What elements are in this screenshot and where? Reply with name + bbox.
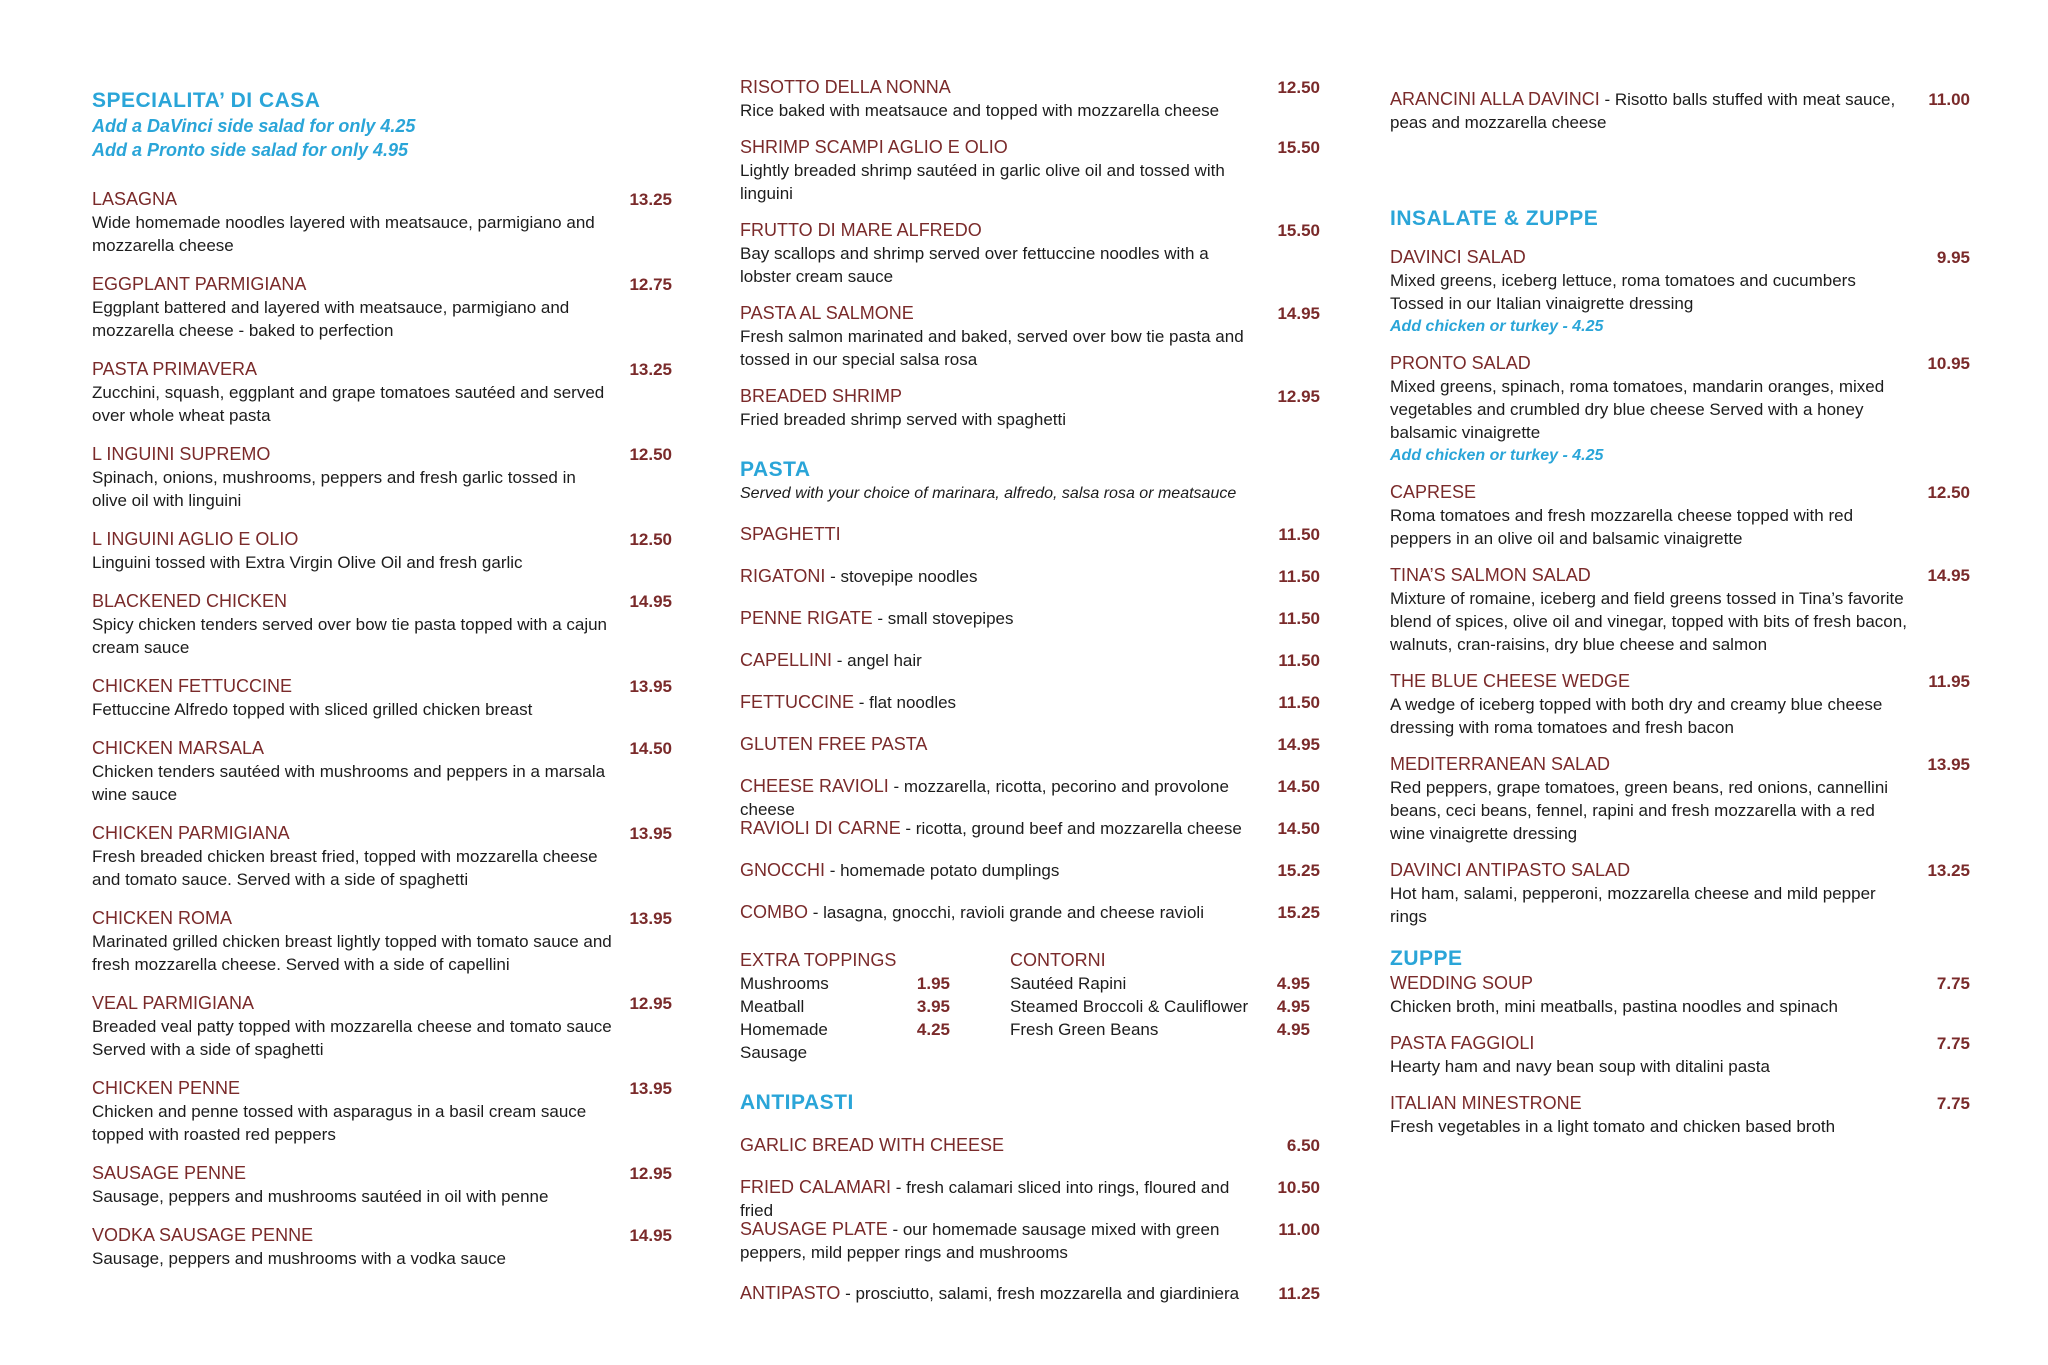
item-price: 11.25 [1278,1284,1320,1303]
item-name: CHICKEN ROMA [92,908,233,928]
contorni [1010,949,1310,1064]
menu-item [92,822,672,891]
menu-item [1390,753,1970,845]
section-title-specialita: SPECIALITA’ DI CASA [92,89,321,112]
item-desc: Lightly breaded shrimp sautéed in garlic olive oil and tossed with linguini [740,161,1225,203]
menu-item [740,1282,1320,1324]
item-price: 15.50 [1277,221,1320,240]
item-price: 7.75 [1936,974,1970,993]
item-price: 12.95 [629,1164,672,1183]
item-name: PRONTO SALAD [1390,353,1531,373]
item-name: L INGUINI SUPREMO [92,444,271,464]
item-price: 11.00 [1278,1220,1320,1239]
menu-item [92,590,672,659]
item-name: ANTIPASTO [740,1283,841,1303]
item-price: 14.95 [629,592,672,611]
item-price: 12.75 [629,275,672,294]
topping-price: 4.95 [1276,974,1310,993]
item-name: GARLIC BREAD WITH CHEESE [740,1135,1005,1155]
item-desc: Wide homemade noodles layered with meatsauce, parmigiano and mozzarella cheese [92,213,595,255]
item-price: 14.50 [1277,819,1320,838]
menu-item [740,523,1320,565]
section-title-zuppe: ZUPPE [1390,947,1463,970]
item-price: 14.95 [1277,304,1320,323]
topping-name: Steamed Broccoli & Cauliflower [1010,997,1249,1016]
item-desc: Chicken tenders sautéed with mushrooms and peppers in a marsala wine sauce [92,762,606,804]
section-title-antipasti: ANTIPASTI [740,1091,854,1114]
item-price: 11.50 [1278,651,1320,670]
item-name: EGGPLANT PARMIGIANA [92,274,307,294]
item-price: 12.95 [629,994,672,1013]
toppings-block [740,949,1320,1064]
contorni-title: CONTORNI [1010,950,1106,970]
pasta-subtitle: Served with your choice of marinara, alfredo, salsa rosa or meatsauce [740,485,1237,502]
item-text [740,1218,1320,1264]
item-price: 13.25 [629,190,672,209]
topping-price: 4.25 [916,1020,950,1039]
item-name: PASTA AL SALMONE [740,303,914,323]
item-name: FRIED CALAMARI [740,1177,892,1197]
item-price: 12.95 [1277,387,1320,406]
item-price: 11.50 [1278,609,1320,628]
item-price: 14.95 [1927,566,1970,585]
item-price: 7.75 [1936,1034,1970,1053]
topping-row [740,972,950,995]
menu-item [92,675,672,721]
item-price: 11.50 [1278,567,1320,586]
item-price: 11.00 [1928,90,1970,109]
item-name: CAPELLINI [740,650,833,670]
topping-row [740,995,950,1018]
item-price: 14.50 [1277,777,1320,796]
menu-item [1390,246,1970,338]
menu-item [740,1176,1320,1218]
topping-name: Meatball [740,997,805,1016]
item-price: 13.95 [629,909,672,928]
menu-item [740,859,1320,901]
menu-item [92,273,672,342]
menu-item [1390,352,1970,467]
topping-name: Homemade Sausage [740,1020,828,1062]
menu-item [740,76,1320,122]
menu-item-arancini [1390,88,1970,134]
item-desc: Marinated grilled chicken breast lightly topped with tomato sauce and fresh mozzarella cheese. Served with a side of capellini [92,932,612,974]
item-name: RAVIOLI DI CARNE [740,818,901,838]
menu-item [92,737,672,806]
topping-price: 1.95 [916,974,950,993]
item-desc: - fresh calamari sliced into rings, floured and fried [740,1178,1230,1220]
menu-item [740,1134,1320,1176]
item-desc: - Risotto balls stuffed with meat sauce, peas and mozzarella cheese [1390,90,1896,132]
item-name: CHICKEN FETTUCCINE [92,676,293,696]
section-title-pasta: PASTA [740,458,811,481]
item-name: RISOTTO DELLA NONNA [740,77,951,97]
item-name: SPAGHETTI [740,524,841,544]
menu-item [740,775,1320,817]
topping-name: Mushrooms [740,974,829,993]
item-price: 13.25 [629,360,672,379]
item-name: COMBO [740,902,809,922]
item-desc: - mozzarella, ricotta, pecorino and provolone cheese [740,777,1229,819]
item-desc: - our homemade sausage mixed with green peppers, mild pepper rings and mushrooms [740,1220,1220,1262]
column-pasta [740,77,1320,1324]
item-price: 14.95 [629,1226,672,1245]
item-name: SAUSAGE PLATE [740,1219,888,1239]
zuppe-list [1390,972,1970,1138]
menu-item [740,136,1320,205]
item-desc: Rice baked with meatsauce and topped with mozzarella cheese [740,101,1220,120]
item-addon-note: Add chicken or turkey - 4.25 [1390,447,1604,464]
item-desc: Linguini tossed with Extra Virgin Olive Oil and fresh garlic [92,553,523,572]
item-text [740,523,1320,546]
menu-item [1390,859,1970,928]
item-desc: Breaded veal patty topped with mozzarella cheese and tomato sauce Served with a side of spaghetti [92,1017,612,1059]
item-desc: Fried breaded shrimp served with spaghetti [740,410,1066,429]
item-text [740,901,1320,924]
item-price: 13.95 [1927,755,1970,774]
item-name: L INGUINI AGLIO E OLIO [92,529,299,549]
item-name: PASTA PRIMAVERA [92,359,258,379]
column-specialita [92,88,672,1270]
menu-item [1390,1032,1970,1078]
extra-toppings [740,949,950,1064]
item-desc: - angel hair [832,651,922,670]
item-price: 13.25 [1927,861,1970,880]
item-price: 15.25 [1277,903,1320,922]
item-price: 11.50 [1278,525,1320,544]
item-name: DAVINCI SALAD [1390,247,1526,267]
item-price: 6.50 [1286,1136,1320,1155]
menu-item [740,733,1320,775]
item-price: 14.50 [629,739,672,758]
menu-item [740,565,1320,607]
column-insalate [1390,88,1970,1138]
item-name: CHEESE RAVIOLI [740,776,889,796]
topping-row [1010,995,1310,1018]
item-desc: - ricotta, ground beef and mozzarella cheese [900,819,1242,838]
item-text [740,607,1320,630]
item-name: MEDITERRANEAN SALAD [1390,754,1611,774]
item-price: 13.95 [629,824,672,843]
item-price: 7.75 [1936,1094,1970,1113]
menu-item [740,691,1320,733]
item-name: PENNE RIGATE [740,608,873,628]
item-text [740,649,1320,672]
menu-item [740,649,1320,691]
item-name: VODKA SAUSAGE PENNE [92,1225,314,1245]
item-desc: - lasagna, gnocchi, ravioli grande and cheese ravioli [808,903,1204,922]
item-name: FRUTTO DI MARE ALFREDO [740,220,982,240]
menu-item [92,992,672,1061]
menu-item [92,188,672,257]
menu-item [740,817,1320,859]
item-name: FETTUCCINE [740,692,854,712]
item-desc: Chicken broth, mini meatballs, pastina noodles and spinach [1390,997,1838,1016]
item-name: RIGATONI [740,566,826,586]
item-desc: Sausage, peppers and mushrooms sautéed in oil with penne [92,1187,549,1206]
item-price: 12.50 [1927,483,1970,502]
item-desc: Mixed greens, iceberg lettuce, roma tomatoes and cucumbers Tossed in our Italian vinaigrette dressing [1390,271,1856,313]
menu-item [740,219,1320,288]
item-price: 11.95 [1928,672,1970,691]
item-desc: Roma tomatoes and fresh mozzarella cheese topped with red peppers in an olive oil and balsamic vinaigrette [1390,506,1854,548]
item-name: BLACKENED CHICKEN [92,591,288,611]
item-text [740,817,1320,840]
menu-item [92,443,672,512]
menu-item [740,385,1320,431]
topping-name: Sautéed Rapini [1010,974,1127,993]
menu-item [1390,670,1970,739]
specialita-list [92,188,672,1270]
menu-item [1390,481,1970,550]
item-price: 10.95 [1927,354,1970,373]
item-desc: - homemade potato dumplings [825,861,1060,880]
antipasti-list [740,1134,1320,1324]
item-desc: Fresh salmon marinated and baked, served over bow tie pasta and tossed in our special salsa rosa [740,327,1244,369]
item-name: LASAGNA [92,189,178,209]
item-desc: Fresh vegetables in a light tomato and chicken based broth [1390,1117,1836,1136]
topping-price: 4.95 [1276,997,1310,1016]
item-desc: Red peppers, grape tomatoes, green beans, red onions, cannellini beans, ceci beans, fennel, rapini and fresh mozzarella with a red wine vinaigrette dressing [1390,778,1889,843]
item-price: 12.50 [629,530,672,549]
item-desc: Chicken and penne tossed with asparagus in a basil cream sauce topped with roasted red peppers [92,1102,587,1144]
item-text [740,1176,1320,1222]
menu-item [740,1218,1320,1282]
specialita-list-continued [740,76,1320,431]
item-name: CHICKEN MARSALA [92,738,265,758]
item-name: GLUTEN FREE PASTA [740,734,928,754]
menu-item [740,607,1320,649]
item-desc: Mixture of romaine, iceberg and field greens tossed in Tina’s favorite blend of spices, olive oil and vinegar, topped with bits of fresh bacon, walnuts, cran-raisins, dry blue cheese and salmon [1390,589,1907,654]
item-name: DAVINCI ANTIPASTO SALAD [1390,860,1631,880]
item-text [740,775,1320,821]
item-price: 12.50 [629,445,672,464]
pasta-list [740,523,1320,943]
menu-item [1390,564,1970,656]
item-price: 13.95 [629,677,672,696]
menu-item [92,358,672,427]
item-text [740,733,1320,756]
item-name: BREADED SHRIMP [740,386,903,406]
item-desc: Eggplant battered and layered with meatsauce, parmigiano and mozzarella cheese - baked to perfection [92,298,570,340]
topping-name: Fresh Green Beans [1010,1020,1159,1039]
item-desc: Sausage, peppers and mushrooms with a vodka sauce [92,1249,506,1268]
side-salad-note-pronto: Add a Pronto side salad for only 4.95 [92,140,409,160]
side-salad-note-davinci: Add a DaVinci side salad for only 4.25 [92,116,416,136]
item-name: VEAL PARMIGIANA [92,993,255,1013]
topping-price: 4.95 [1276,1020,1310,1039]
item-price: 10.50 [1277,1178,1320,1197]
item-name: CHICKEN PARMIGIANA [92,823,290,843]
item-price: 15.50 [1277,138,1320,157]
item-name: TINA’S SALMON SALAD [1390,565,1591,585]
item-desc: - stovepipe noodles [825,567,978,586]
item-price: 15.25 [1277,861,1320,880]
extra-toppings-title: EXTRA TOPPINGS [740,950,897,970]
item-name: ITALIAN MINESTRONE [1390,1093,1582,1113]
item-name: SHRIMP SCAMPI AGLIO E OLIO [740,137,1008,157]
menu-item [740,901,1320,943]
item-name: SAUSAGE PENNE [92,1163,247,1183]
item-desc: - small stovepipes [872,609,1014,628]
menu-item [1390,972,1970,1018]
menu-item [740,302,1320,371]
menu-item [92,907,672,976]
menu-item [92,1077,672,1146]
item-name: GNOCCHI [740,860,825,880]
item-desc: Spicy chicken tenders served over bow tie pasta topped with a cajun cream sauce [92,615,608,657]
item-name: ARANCINI ALLA DAVINCI [1390,89,1600,109]
item-desc: Zucchini, squash, eggplant and grape tomatoes sautéed and served over whole wheat pasta [92,383,605,425]
menu-item [1390,1092,1970,1138]
item-price: 9.95 [1936,248,1970,267]
item-desc: Hearty ham and navy bean soup with ditalini pasta [1390,1057,1770,1076]
section-title-insalate: INSALATE & ZUPPE [1390,207,1599,230]
menu-item [92,1224,672,1270]
item-desc: Fettuccine Alfredo topped with sliced grilled chicken breast [92,700,533,719]
item-price: 12.50 [1277,78,1320,97]
item-desc: - flat noodles [854,693,957,712]
item-name: CAPRESE [1390,482,1477,502]
menu-item [92,1162,672,1208]
item-text [740,1282,1320,1305]
item-text [740,859,1320,882]
item-text [740,691,1320,714]
item-name: WEDDING SOUP [1390,973,1534,993]
item-price: 13.95 [629,1079,672,1098]
item-name: CHICKEN PENNE [92,1078,241,1098]
item-addon-note: Add chicken or turkey - 4.25 [1390,318,1604,335]
item-text [740,565,1320,588]
insalate-list [1390,246,1970,928]
item-text [740,1134,1320,1157]
item-name: PASTA FAGGIOLI [1390,1033,1535,1053]
item-name: THE BLUE CHEESE WEDGE [1390,671,1631,691]
topping-row [740,1018,950,1064]
topping-row [1010,972,1310,995]
item-desc: Spinach, onions, mushrooms, peppers and fresh garlic tossed in olive oil with linguini [92,468,576,510]
item-desc: Bay scallops and shrimp served over fettuccine noodles with a lobster cream sauce [740,244,1209,286]
menu-item [92,528,672,574]
topping-row [1010,1018,1310,1041]
item-desc: - prosciutto, salami, fresh mozzarella and giardiniera [840,1284,1240,1303]
item-desc: Mixed greens, spinach, roma tomatoes, mandarin oranges, mixed vegetables and crumbled dry blue cheese Served with a honey balsamic vinaigrette [1390,377,1885,442]
item-price: 14.95 [1277,735,1320,754]
item-price: 11.50 [1278,693,1320,712]
topping-price: 3.95 [916,997,950,1016]
item-desc: Fresh breaded chicken breast fried, topped with mozzarella cheese and tomato sauce. Served with a side of spaghetti [92,847,598,889]
item-desc: A wedge of iceberg topped with both dry and creamy blue cheese dressing with roma tomatoes and fresh bacon [1390,695,1883,737]
item-desc: Hot ham, salami, pepperoni, mozzarella cheese and mild pepper rings [1390,884,1876,926]
